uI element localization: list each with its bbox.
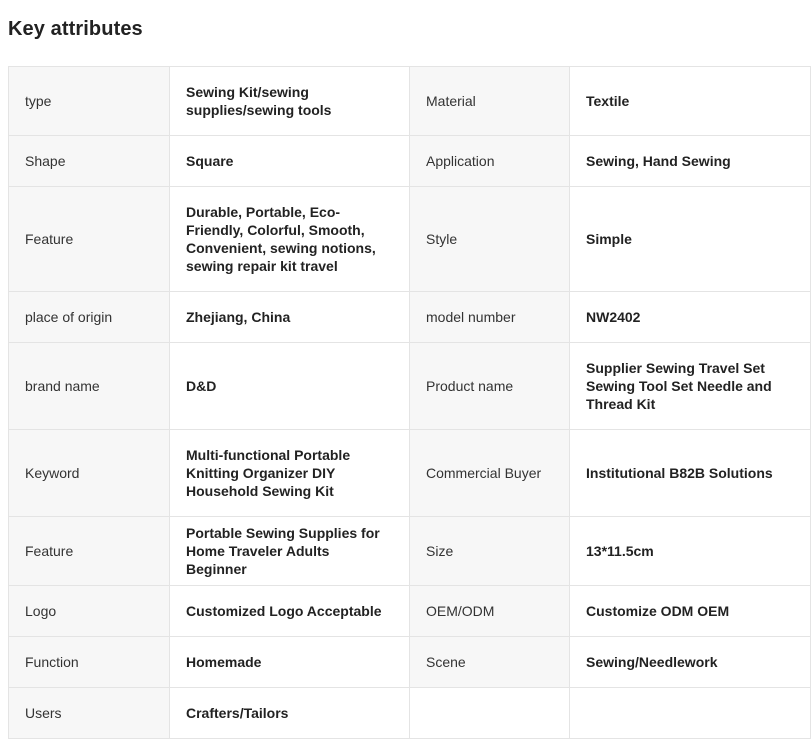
attribute-value: Square bbox=[170, 136, 410, 187]
attribute-value: Durable, Portable, Eco-Friendly, Colorful, Smooth, Convenient, sewing notions, sewing repair kit travel bbox=[170, 187, 410, 292]
empty-cell bbox=[570, 688, 811, 739]
attribute-key: place of origin bbox=[9, 292, 170, 343]
attribute-value: Simple bbox=[570, 187, 811, 292]
attribute-value: D&D bbox=[170, 343, 410, 430]
attribute-key: Feature bbox=[9, 187, 170, 292]
table-row bbox=[9, 343, 811, 430]
attribute-key: OEM/ODM bbox=[410, 586, 570, 637]
table-row bbox=[9, 430, 811, 517]
attribute-value: 13*11.5cm bbox=[570, 517, 811, 586]
attribute-value: Portable Sewing Supplies for Home Traveler Adults Beginner bbox=[170, 517, 410, 586]
table-row bbox=[9, 292, 811, 343]
attribute-value: Textile bbox=[570, 67, 811, 136]
attribute-key: Feature bbox=[9, 517, 170, 586]
attribute-key: brand name bbox=[9, 343, 170, 430]
attribute-key: Function bbox=[9, 637, 170, 688]
attribute-key: type bbox=[9, 67, 170, 136]
table-row bbox=[9, 586, 811, 637]
attribute-value: Multi-functional Portable Knitting Organizer DIY Household Sewing Kit bbox=[170, 430, 410, 517]
attribute-value: Customized Logo Acceptable bbox=[170, 586, 410, 637]
attribute-value: Zhejiang, China bbox=[170, 292, 410, 343]
section-title: Key attributes bbox=[8, 18, 143, 40]
attribute-value: Crafters/Tailors bbox=[170, 688, 410, 739]
empty-cell bbox=[410, 688, 570, 739]
attribute-key: Style bbox=[410, 187, 570, 292]
table-row bbox=[9, 187, 811, 292]
attribute-key: Logo bbox=[9, 586, 170, 637]
attribute-value: Sewing, Hand Sewing bbox=[570, 136, 811, 187]
attribute-value: Institutional B82B Solutions bbox=[570, 430, 811, 517]
attribute-key: Material bbox=[410, 67, 570, 136]
table-row bbox=[9, 136, 811, 187]
attribute-value: Sewing/Needlework bbox=[570, 637, 811, 688]
attribute-key: Product name bbox=[410, 343, 570, 430]
attribute-value: Homemade bbox=[170, 637, 410, 688]
attribute-value: Supplier Sewing Travel Set Sewing Tool Set Needle and Thread Kit bbox=[570, 343, 811, 430]
table-row bbox=[9, 688, 811, 739]
attribute-value: Customize ODM OEM bbox=[570, 586, 811, 637]
attribute-key: model number bbox=[410, 292, 570, 343]
attribute-key: Keyword bbox=[9, 430, 170, 517]
table-row bbox=[9, 637, 811, 688]
attribute-key: Shape bbox=[9, 136, 170, 187]
table-row bbox=[9, 67, 811, 136]
attribute-key: Commercial Buyer bbox=[410, 430, 570, 517]
attribute-value: NW2402 bbox=[570, 292, 811, 343]
key-attributes-table bbox=[8, 66, 811, 739]
attribute-key: Scene bbox=[410, 637, 570, 688]
attribute-value: Sewing Kit/sewing supplies/sewing tools bbox=[170, 67, 410, 136]
attribute-key: Application bbox=[410, 136, 570, 187]
attribute-key: Users bbox=[9, 688, 170, 739]
table-row bbox=[9, 517, 811, 586]
attribute-key: Size bbox=[410, 517, 570, 586]
